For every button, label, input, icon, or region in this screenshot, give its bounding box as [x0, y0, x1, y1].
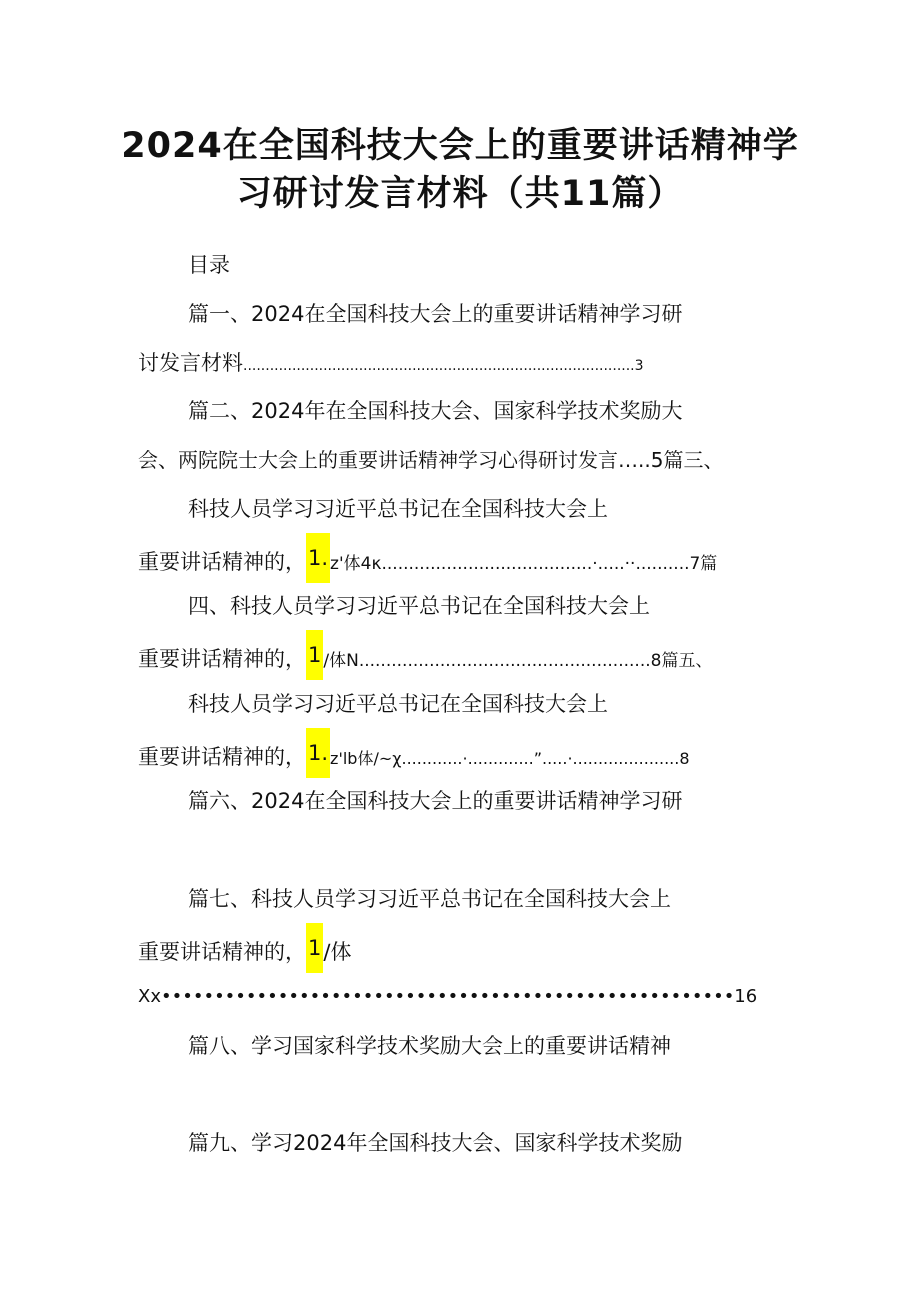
toc-entry-7-line-2 [138, 933, 351, 973]
toc-entry-4-leader-page: ∕体N......................................................8篇五、 [323, 651, 713, 671]
toc-entry-4-line-1: 四、科技人员学习习近平总书记在全国科技大会上 [188, 594, 650, 618]
toc-entry-7-line-3: Xx••••••••••••••••••••••••••••••••••••••••••••••••••••••16 [138, 986, 758, 1007]
toc-entry-9-line-1: 篇九、学习2024年全国科技大会、国家科学技术奖励 [188, 1131, 683, 1155]
toc-entry-2-line-2: 会、两院院士大会上的重要讲话精神学习心得研讨发言…..5篇三、 [138, 448, 724, 472]
highlight-mark: 1 [306, 923, 323, 973]
toc-entry-1-text: 讨发言材料 [138, 351, 243, 375]
toc-entry-5-leader-page: z'lb体∕~χ............·.............”.....·.....................8 [330, 749, 690, 768]
toc-entry-3-text: 重要讲话精神的， [138, 550, 306, 574]
toc-heading: 目录 [188, 253, 230, 277]
toc-entry-8-line-1: 篇八、学习国家科学技术奖励大会上的重要讲话精神 [188, 1034, 671, 1058]
highlight-mark: 1. [306, 533, 330, 583]
toc-entry-1-line-2 [138, 348, 644, 381]
toc-entry-5-line-2 [138, 738, 690, 778]
highlight-mark: 1. [306, 728, 330, 778]
toc-entry-7-suffix: ∕体 [323, 940, 352, 964]
toc-entry-5-text: 重要讲话精神的， [138, 745, 306, 769]
toc-entry-1-leader-page: ........................................................................................3 [243, 358, 644, 374]
toc-entry-5-line-1: 科技人员学习习近平总书记在全国科技大会上 [188, 692, 608, 716]
highlight-mark: 1 [306, 630, 323, 680]
toc-entry-1-line-1: 篇一、2024在全国科技大会上的重要讲话精神学习研 [188, 302, 683, 326]
toc-entry-2-line-1: 篇二、2024年在全国科技大会、国家科学技术奖励大 [188, 399, 683, 423]
toc-entry-4-line-2 [138, 640, 712, 680]
document-title-line-1: 2024在全国科技大会上的重要讲话精神学 [121, 126, 799, 166]
toc-entry-3-leader-page: z'体4κ.......................................·.....··..........7篇 [330, 554, 718, 574]
document-title-line-2: 习研讨发言材料（共11篇） [236, 174, 684, 214]
toc-entry-3-line-2 [138, 543, 717, 583]
toc-entry-4-text: 重要讲话精神的， [138, 647, 306, 671]
toc-entry-6-line-1: 篇六、2024在全国科技大会上的重要讲话精神学习研 [188, 789, 683, 813]
toc-entry-3-line-1: 科技人员学习习近平总书记在全国科技大会上 [188, 497, 608, 521]
toc-entry-7-line-1: 篇七、科技人员学习习近平总书记在全国科技大会上 [188, 887, 671, 911]
toc-entry-7-text: 重要讲话精神的， [138, 940, 306, 964]
